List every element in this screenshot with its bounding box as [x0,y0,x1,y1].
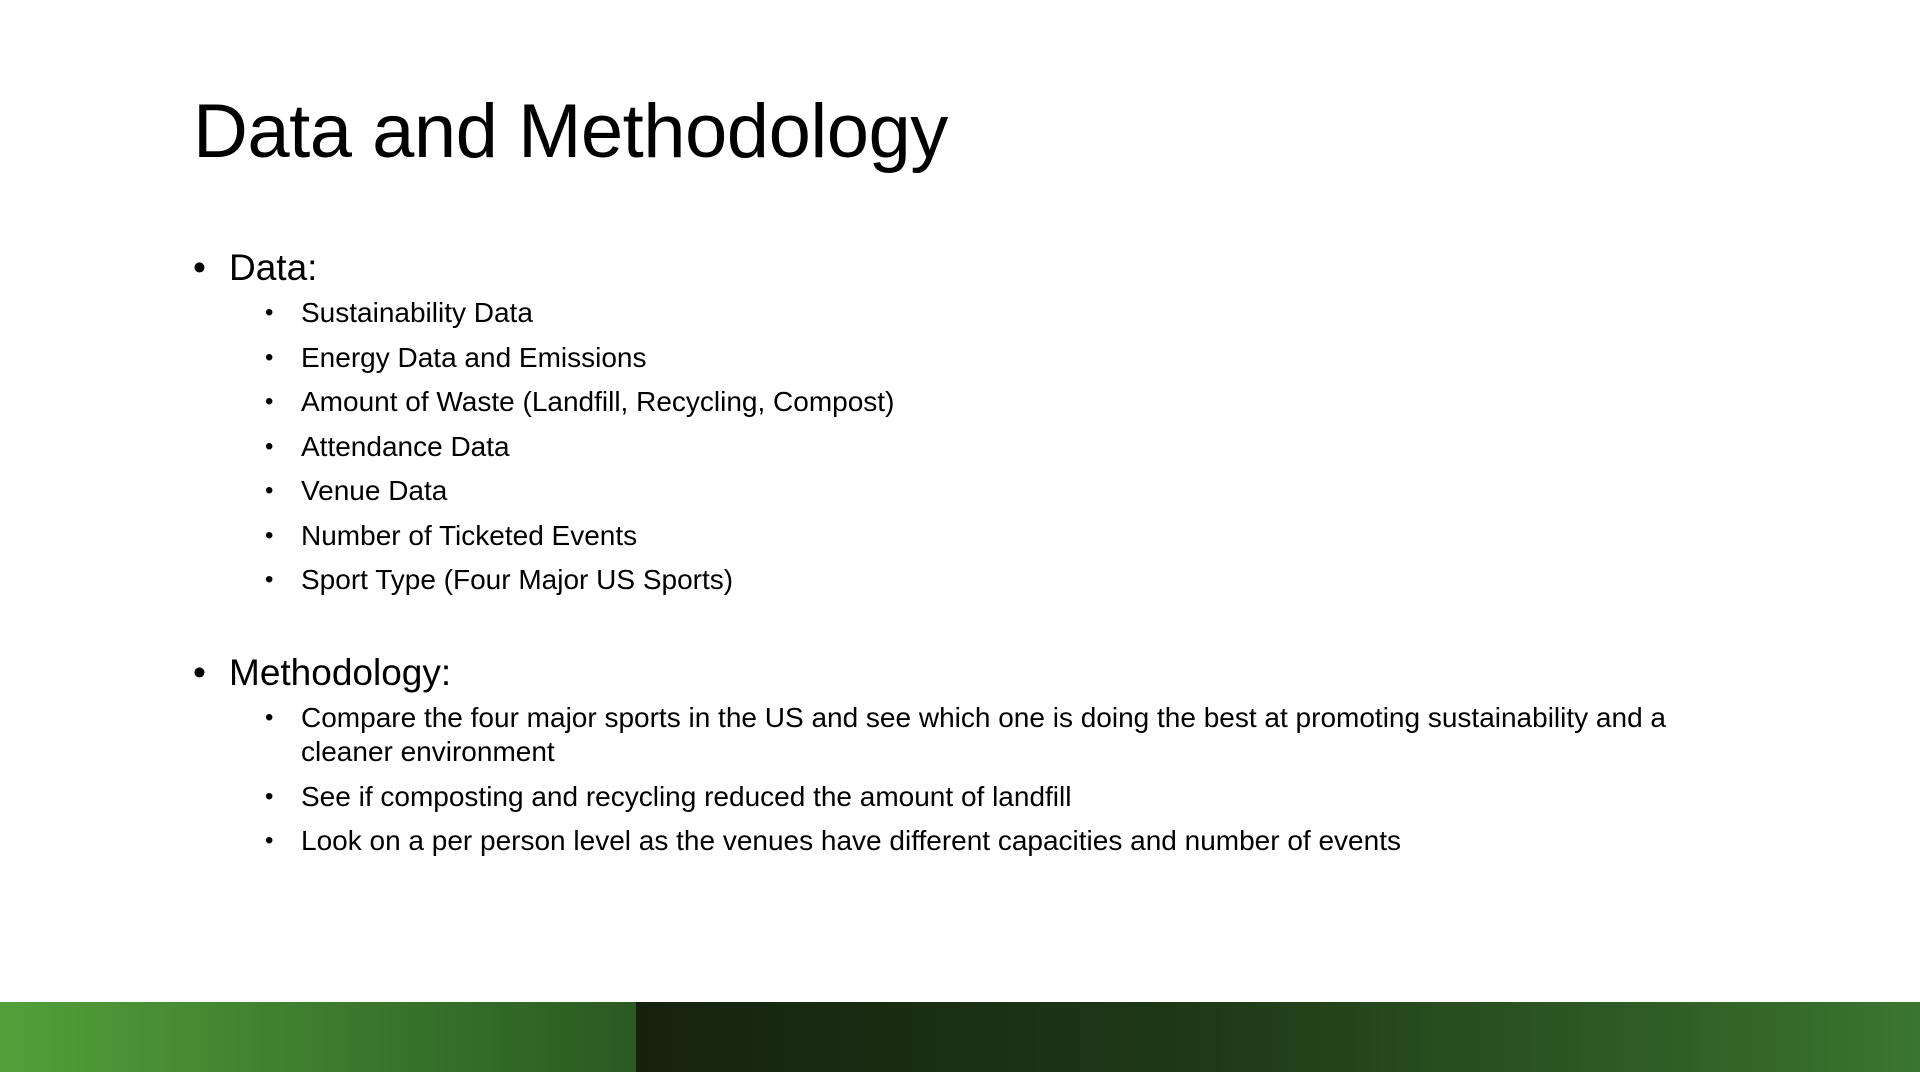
footer-accent-right [636,1002,1920,1072]
list-item [265,430,1673,464]
bullet-icon: • [265,782,274,810]
list-item-text: Venue Data [301,475,448,506]
bullet-icon: • [265,388,274,415]
list-item [265,296,1673,330]
list-item-text: See if composting and recycling reduced the amount of landfill [301,780,1072,812]
slide-title: Data and Methodology [193,89,948,174]
bullet-icon: • [265,827,274,854]
list-item [265,519,1673,553]
footer-accent-left [0,1002,636,1072]
bullet-icon: • [265,566,274,593]
slide-body [193,240,1673,869]
list-item [265,341,1673,375]
list-item-text: Sustainability Data [301,297,533,328]
list-item-text: Compare the four major sports in the US and see which one is doing the best at promoting sustainability and a cleaner environment [301,702,1666,767]
bullet-icon: • [265,477,274,504]
bullet-icon: • [265,521,274,549]
methodology-item-list [265,701,1673,858]
bullet-icon: • [265,299,274,326]
list-item-text: Sport Type (Four Major US Sports) [301,564,734,595]
bullet-icon: • [193,247,206,288]
list-item [265,474,1673,508]
list-item [265,385,1673,419]
list-item [265,824,1673,858]
section-methodology [193,645,1673,858]
list-item [265,780,1673,814]
data-item-list [265,296,1673,597]
list-item [265,563,1673,597]
bullet-icon: • [193,652,206,693]
list-item-text: Look on a per person level as the venues have different capacities and number of events [301,825,1401,856]
section-heading-label: Data: [229,247,318,288]
footer-bar [0,1002,1920,1072]
list-item-text: Number of Ticketed Events [301,519,638,551]
section-heading [193,645,1673,701]
list-item-text: Energy Data and Emissions [301,341,647,373]
section-heading [193,240,1673,296]
list-item-text: Amount of Waste (Landfill, Recycling, Compost) [301,386,895,417]
section-heading-label: Methodology: [229,652,452,693]
bullet-icon: • [265,432,274,460]
bullet-icon: • [265,704,274,731]
section-data [193,240,1673,597]
list-item [265,701,1673,769]
bullet-icon: • [265,343,274,371]
list-item-text: Attendance Data [301,430,510,462]
